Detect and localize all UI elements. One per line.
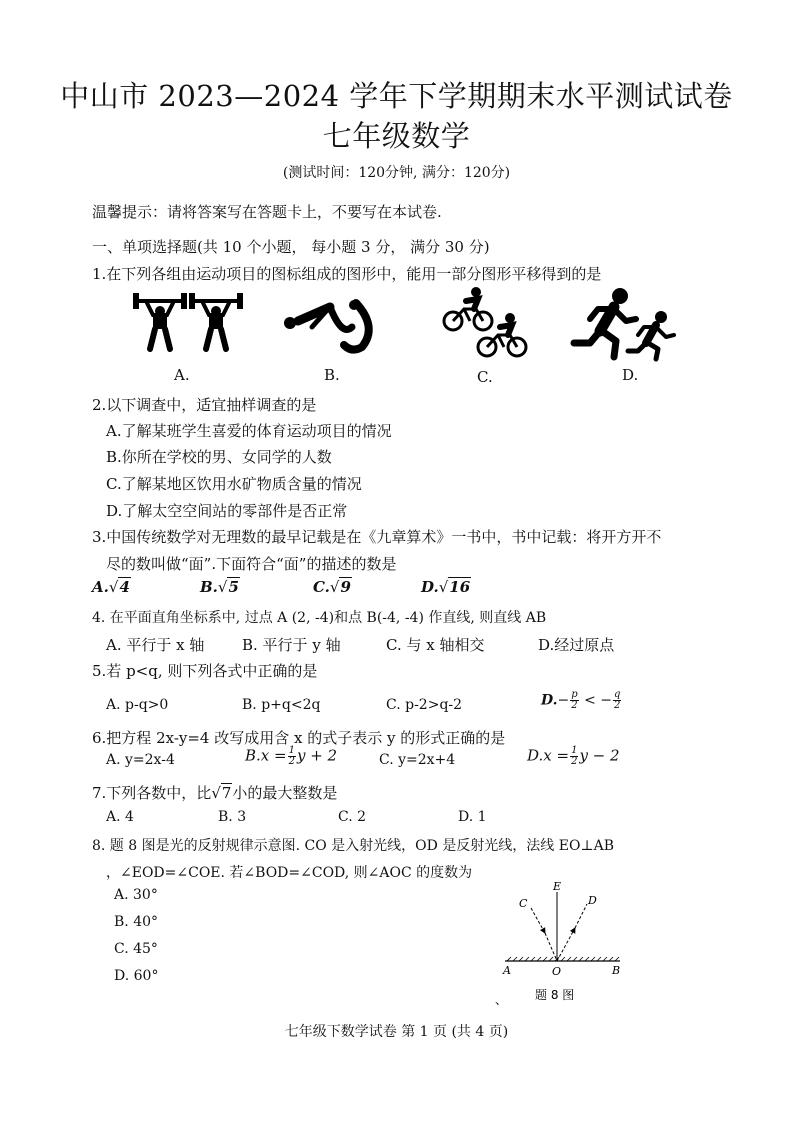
figure-caption: 题 8 图 bbox=[535, 988, 575, 1002]
reflection-diagram bbox=[495, 878, 635, 1008]
q8-option-b: B. 40° bbox=[114, 914, 159, 930]
q7-option-d: D. 1 bbox=[458, 809, 487, 825]
q8-stem-line2: ，∠EOD=∠COE. 若∠BOD=∠COD, 则∠AOC 的度数为 bbox=[106, 865, 473, 881]
q5-option-d: D.− $\frac{p}{2}$ < − $\frac{q}{2}$ bbox=[541, 689, 621, 711]
q2-stem: 2.以下调查中，适宜抽样调查的是 bbox=[92, 396, 317, 414]
cycling-icon bbox=[442, 287, 534, 359]
q3-option-d: D.√16 bbox=[421, 578, 471, 596]
q4-option-c: C. 与 x 轴相交 bbox=[386, 636, 485, 654]
q3-stem-line2: 尽的数叫做“面”.下面符合“面”的描述的数是 bbox=[106, 555, 397, 573]
stray-mark: 、 bbox=[495, 993, 508, 1007]
weightlifting-icon bbox=[133, 293, 243, 353]
q4-option-a: A. 平行于 x 轴 bbox=[106, 636, 205, 654]
q6-option-a: A. y=2x-4 bbox=[106, 752, 175, 768]
q7-option-b: B. 3 bbox=[218, 809, 247, 825]
running-icon bbox=[570, 287, 680, 359]
q2-option-a: A.了解某班学生喜爱的体育运动项目的情况 bbox=[106, 422, 392, 440]
q3-option-a: A.√4 bbox=[92, 578, 130, 596]
q1-option-c-label: C. bbox=[477, 368, 493, 386]
q7-option-a: A. 4 bbox=[106, 809, 134, 825]
q7-stem: 7.下列各数中，比√7小的最大整数是 bbox=[92, 784, 338, 802]
q8-stem-line1: 8. 题 8 图是光的反射规律示意图. CO 是入射光线，OD 是反射光线，法线 EO⊥AB bbox=[92, 838, 615, 854]
point-a-label: A bbox=[503, 964, 511, 977]
point-b-label: B bbox=[612, 964, 621, 977]
point-o-label: O bbox=[552, 965, 562, 978]
notice: 温馨提示：请将答案写在答题卡上，不要写在本试卷. bbox=[92, 203, 442, 221]
q8-option-d: D. 60° bbox=[114, 968, 159, 984]
q3-option-c: C.√9 bbox=[313, 578, 351, 596]
q3-option-b: B.√5 bbox=[200, 578, 239, 596]
point-d-label: D bbox=[588, 894, 597, 907]
q6-option-b: B.x = $\frac{1}{2}$ y + 2 bbox=[245, 745, 338, 767]
diving-icon bbox=[282, 297, 382, 357]
q1-option-d-label: D. bbox=[622, 366, 639, 384]
point-c-label: C bbox=[519, 897, 528, 910]
section-heading: 一、单项选择题(共 10 个小题， 每小题 3 分， 满分 30 分) bbox=[92, 238, 490, 256]
q2-option-d: D.了解太空空间站的零部件是否正常 bbox=[106, 502, 348, 520]
q2-option-b: B.你所在学校的男、女同学的人数 bbox=[106, 448, 332, 466]
q2-option-c: C.了解某地区饮用水矿物质含量的情况 bbox=[106, 475, 362, 493]
q6-option-c: C. y=2x+4 bbox=[379, 752, 456, 768]
q4-stem: 4. 在平面直角坐标系中, 过点 A (2, -4)和点 B(-4, -4) 作直线, 则直线 AB bbox=[92, 610, 547, 626]
q3-stem-line1: 3.中国传统数学对无理数的最早记载是在《九章算术》一书中，书中记载：将开方开不 bbox=[92, 528, 662, 546]
q1-option-b-label: B. bbox=[324, 366, 340, 384]
q8-option-a: A. 30° bbox=[114, 887, 158, 903]
q5-option-a: A. p-q>0 bbox=[106, 697, 169, 713]
exam-info: (测试时间：120分钟, 满分：120分) bbox=[282, 165, 511, 181]
q5-option-b: B. p+q<2q bbox=[242, 697, 321, 713]
q1-option-a-label: A. bbox=[174, 366, 190, 384]
q1-stem: 1.在下列各组由运动项目的图标组成的图形中，能用一部分图形平移得到的是 bbox=[92, 265, 602, 283]
q6-option-d: D.x = $\frac{1}{2}$ y − 2 bbox=[527, 745, 620, 767]
q5-stem: 5.若 p<q, 则下列各式中正确的是 bbox=[92, 662, 318, 680]
page-title-line2: 七年级数学 bbox=[322, 119, 471, 153]
q6-stem: 6.把方程 2x-y=4 改写成用含 x 的式子表示 y 的形式正确的是 bbox=[92, 729, 506, 747]
q4-option-b: B. 平行于 y 轴 bbox=[242, 636, 341, 654]
q7-option-c: C. 2 bbox=[338, 809, 367, 825]
q5-option-c: C. p-2>q-2 bbox=[386, 697, 463, 713]
page-footer: 七年级下数学试卷 第 1 页 (共 4 页) bbox=[284, 1024, 509, 1040]
q8-option-c: C. 45° bbox=[114, 941, 158, 957]
page-title-line1: 中山市 2023—2024 学年下学期期末水平测试试卷 bbox=[60, 79, 733, 113]
point-e-label: E bbox=[553, 880, 562, 893]
q4-option-d: D.经过原点 bbox=[538, 636, 615, 654]
